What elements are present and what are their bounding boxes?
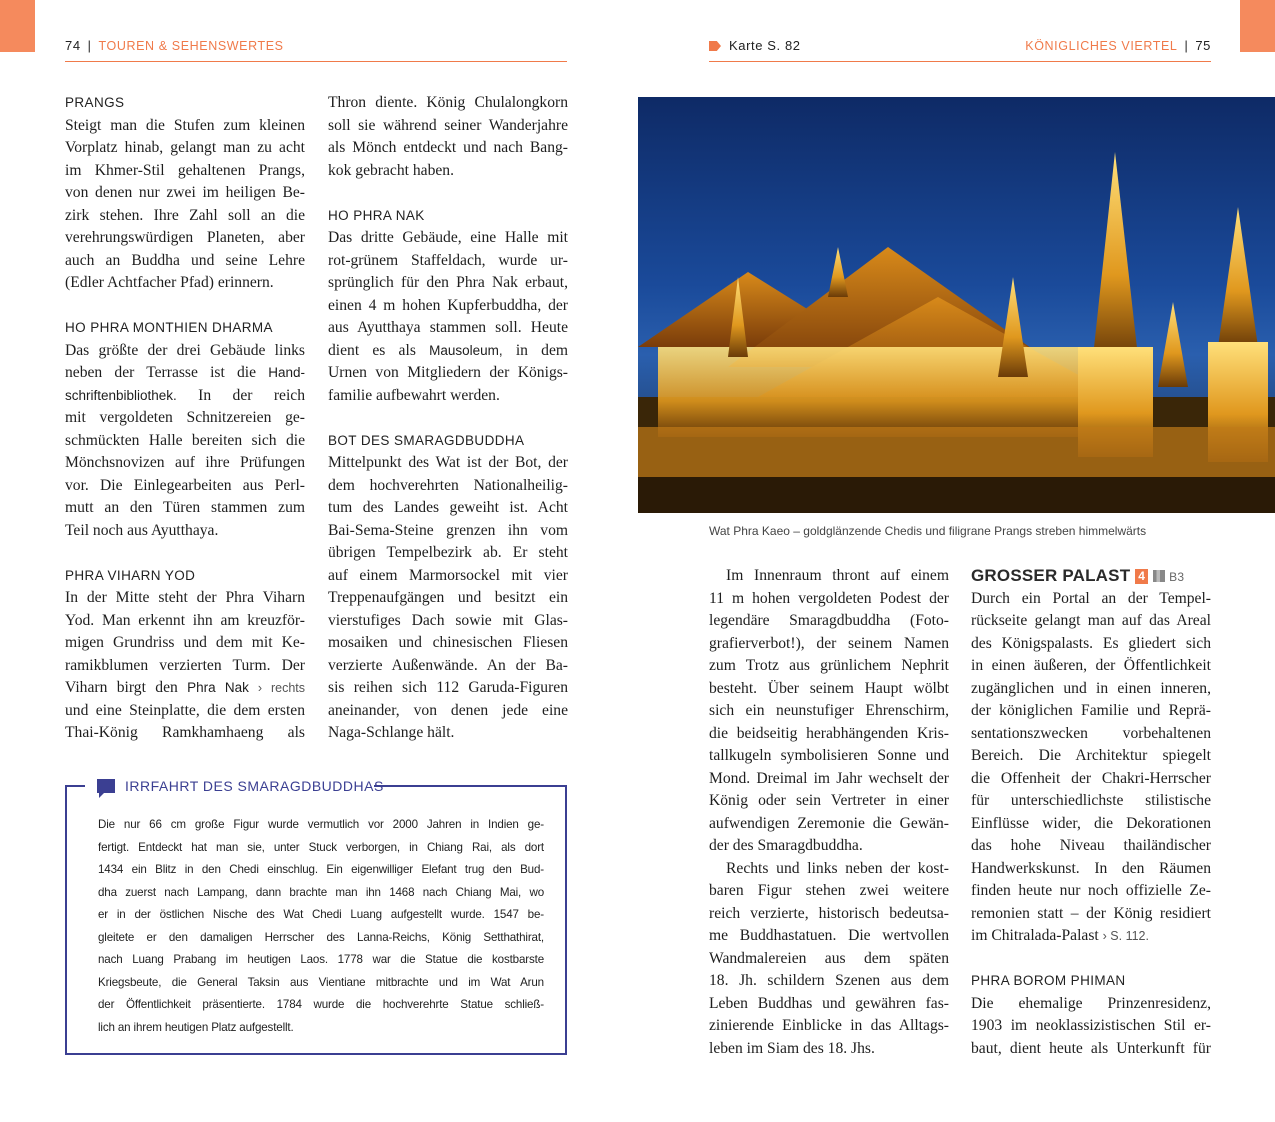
spacer [65,542,305,565]
info-box-line: dha zuerst nach Lampang, dann brachte man ihn 1468 nach Chiang Mai, wo [98,885,544,899]
text-line: Naga-Schlange hält. [328,724,455,741]
text-line: übrigen Tempelbezirk ab. Er steht [328,544,568,561]
text-line: auf einem Marmorsockel mit vier [328,566,568,584]
info-box-line: er in der östlichen Nische des Wat Chedi Luang aufgestellt wurde. 1547 be- [98,908,544,921]
text-line: ramikblumen verzierten Turm. Der [65,656,305,674]
speech-bubble-icon [97,779,115,793]
text-line: König oder sein Vertreter in einer [709,792,949,809]
map-icon [1153,570,1165,582]
running-header-left [65,38,284,58]
highlight-term: Mausoleum, [429,342,503,358]
text-line: zugänglichen und in einen inneren, [971,679,1211,697]
info-box-line: 1434 ein Blitz in den Chedi einschlug. Ein eigenwilliger Elefant trug den Bud- [98,863,544,876]
text-line: das hohe Niveau thailändischer [971,837,1211,854]
text-line: Urnen von Mitgliedern der Königs- [328,364,568,381]
text-line: aufwendigen Zeremonie die Gewän- [709,814,949,832]
text-line: reich verzierte, historisch bedeutsa- [709,904,949,922]
map-reference [709,38,801,58]
text-line: tallkugeln symbolisieren Sonne und [709,747,949,764]
spacer [328,182,568,205]
text-line: einen 4 m hohen Kupferbuddha, der [328,296,568,314]
text-line: rot-grünem Staffeldach, wurde ur- [328,251,568,269]
text-line: Durch ein Portal an der Tempel- [971,589,1211,607]
text-line: zirk stehen. Ihre Zahl soll an die [65,206,305,224]
temple-illustration [638,97,1275,513]
text-line: Yod. Man erkennt ihn am kreuzför- [65,611,305,629]
info-box-line: gleitete er den damaligen Herrscher des Lanna-Reichs, König Setthathirat, [98,930,544,944]
text-line: Teil noch aus Ayutthaya. [65,521,219,539]
text-line: 11 m hohen vergoldeten Podest der [709,589,949,607]
section-title: TOUREN & SEHENSWERTES [98,39,284,53]
text-line: mosaiken und chinesischen Fliesen [328,634,568,651]
text-line: sich ein neunstufiger Ehrenschirm, [709,702,949,719]
text-line: von denen nur zwei im heiligen Be- [65,184,305,201]
text-line: als Mönch entdeckt und nach Bang- [328,139,568,156]
info-box-line: fertigt. Entdeckt hat man sie, unter Stuck verborgen, in Chiang Rai, als dort [98,840,544,854]
highlight-term: Phra Nak [187,680,249,695]
text-line: 18. Jh. schildern Szenen aus dem [709,972,949,989]
section-heading: BOT DES SMARAGDBUDDHA [328,432,525,448]
section-heading [971,565,1211,588]
box-border-top-left [65,785,85,787]
text-line: dem hochverehrten Nationalheilig- [328,476,568,494]
text-line: in einen äußeren, der Öffentlichkeit [971,657,1211,674]
text-line: und eine Steinplatte, die dem ersten [65,701,305,719]
text-line: vor. Die Einlegearbeiten aus Perl- [65,476,305,494]
spacer [328,407,568,430]
info-box-line: Die nur 66 cm große Figur wurde vermutlich vor 2000 Jahren in Indien ge- [98,818,544,831]
text-line: Bereich. Die Architektur spiegelt [971,747,1211,764]
text-line: Thron diente. König Chulalongkorn [328,94,568,111]
text-line [65,385,305,408]
text-line: Wandmalereien aus dem späten [709,949,949,967]
text-line: vierstufiges Dach sowie mit Glas- [328,611,568,629]
text-line: kok gebracht haben. [328,161,454,179]
highlight-term: schriftenbibliothek. [65,387,177,403]
heading-text: GROSSER PALAST [971,566,1131,585]
text-line: aneinander, von denen jede eine [328,701,568,719]
corner-tab-right [1240,0,1275,52]
text-line: tum des Landes geweiht ist. Acht [328,499,568,516]
text-line: finden heute nur noch offizielle Ze- [971,882,1211,899]
text-line: baut, dient heute als Unterkunft für [971,1039,1211,1057]
text-line: Thai-König Ramkhamhaeng als [65,724,305,741]
text-line: soll sie während seiner Wanderjahre [328,116,568,134]
text-line: sis reihen sich 112 Garuda-Figuren [328,679,568,696]
text-line: für unterschiedlichste stilistische [971,792,1211,809]
page-number: 75 [1195,38,1211,53]
info-box-title-text: IRRFAHRT DES SMARAGDBUDDHAS [125,778,384,794]
text-column-2 [328,92,568,745]
section-title: KÖNIGLICHES VIERTEL [1025,39,1178,53]
text-column-1 [65,92,305,745]
text-line: Die ehemalige Prinzenresidenz, [971,994,1211,1012]
section-heading: PHRA VIHARN YOD [65,567,196,583]
text-line: die Offenheit der Chakri-Herrscher [971,769,1211,787]
text-line: Im Innenraum thront auf einem [726,567,949,584]
text-line: Das dritte Gebäude, eine Halle mit [328,229,568,246]
cross-reference: › rechts [248,681,305,695]
text-line: (Edler Achtfacher Pfad) erinnern. [65,274,274,291]
text-line: Vorplatz hinab, gelangt man zu acht [65,139,305,156]
text-column-3 [709,565,949,1060]
text-line: remonien statt – der König residiert [971,904,1211,922]
text-line: mutt an den Türen stammen zum [65,499,305,516]
photo-caption: Wat Phra Kaeo – goldglänzende Chedis und filigrane Prangs streben himmelwärts [709,524,1147,538]
text-line [328,340,568,363]
text-line [65,677,305,700]
text-line: der des Smaragdbuddha. [709,837,863,854]
section-heading: PRANGS [65,95,125,110]
text-run: im Chitralada-Palast [971,927,1103,944]
text-column-4 [971,565,1211,1060]
info-box-line: nach Luang Prabang im heutigen Laos. 1778 war die Statue die kostbarste [98,953,544,966]
text-line: besteht. Über seinem Haupt wölbt [709,679,949,697]
text-line: familie aufbewahrt werden. [328,386,500,404]
text-line: me Buddhastatuen. Die wertvollen [709,927,949,944]
text-line [971,925,1211,948]
text-line: aus Ayutthaya stammen soll. Heute [328,319,568,336]
section-heading: PHRA BOROM PHIMAN [971,973,1126,988]
info-box-line: lich an ihrem heutigen Platz aufgestellt. [98,1020,294,1034]
text-line: Einflüsse wider, die Dekorationen [971,814,1211,832]
text-line: zum Trotz aus grünlichem Nephrit [709,657,949,674]
text-line: migen Grundriss und dem mit Ke- [65,634,305,651]
info-box-line: der Öffentlichkeit präsentierte. 1784 wurde die hochverehrte Statue schließ- [98,998,544,1011]
text-line: In der Mitte steht der Phra Viharn [65,589,305,606]
map-grid-ref: B3 [1169,570,1185,584]
cross-reference: › S. 112. [1102,929,1149,943]
section-heading: HO PHRA MONTHIEN DHARMA [65,320,273,335]
text-line: grafierverbot!), der seinem Namen [709,634,949,652]
text-line: verzierte Außenwände. An der Ba- [328,656,568,674]
header-rule [709,61,1211,62]
text-run: in dem [502,341,568,359]
text-line: leben im Siam des 18. Jhs. [709,1039,875,1057]
map-ref-text: Karte S. 82 [729,38,801,53]
text-line: der königlichen Familie und Reprä- [971,702,1211,719]
text-line: Handwerkskunst. In den Räumen [971,859,1211,877]
temple-photo [638,97,1275,513]
info-box-title [97,776,384,796]
text-line: schmückten Halle bereiten sich die [65,431,305,449]
separator: | [1184,39,1189,53]
text-run: Viharn birgt den [65,679,188,696]
text-line [65,362,305,385]
spacer [971,948,1211,971]
text-line: Mönchsnovizen auf ihre Prüfungen [65,454,305,471]
number-badge: 4 [1135,569,1148,584]
text-line: sprünglich für den Phra Nak erbaut, [328,274,568,291]
info-box-line: Kriegsbeute, die General Taksin aus Vientiane mitbrachte und im Wat Arun [98,975,544,989]
text-line: Leben Buddhas und gewähren fas- [709,994,949,1012]
text-line: rückseite gelangt man auf das Areal [971,612,1211,629]
box-border-top-right [374,785,567,787]
text-line: mit vergoldeten Schnitzereien ge- [65,409,305,426]
text-line: des Königspalasts. Es gliedert sich [971,634,1211,652]
text-line: auch an Buddha und seine Lehre [65,251,305,269]
text-line: legendäre Smaragdbuddha (Foto- [709,612,949,629]
header-rule [65,61,567,62]
text-line: Mittelpunkt des Wat ist der Bot, der [328,454,568,471]
text-line: baren Figur stehen zwei weitere [709,882,949,899]
section-heading: HO PHRA NAK [328,207,425,223]
text-run: dient es als [328,341,430,359]
text-line: 1903 im neoklassizistischen Stil er- [971,1017,1211,1034]
text-line: sentationszwecken vorbehaltenen [971,724,1211,742]
text-line: Treppenaufgängen und besitzt ein [328,589,568,606]
text-line: die beidseitig herabhängenden Kris- [709,724,949,742]
text-line: Rechts und links neben der kost- [726,859,949,877]
text-run: neben der Terrasse ist die [65,364,269,381]
text-run: In der reich [176,386,305,404]
highlight-term: Hand- [268,365,305,380]
text-line: Steigt man die Stufen zum kleinen [65,116,305,134]
page-number: 74 [65,38,81,53]
text-line: Bai-Sema-Steine grenzen ihn vom [328,521,568,539]
text-line: Mond. Dreimal im Jahr wechselt der [709,769,949,787]
arrow-marker-icon [709,41,721,51]
corner-tab-left [0,0,35,52]
text-line: im Khmer-Stil gehaltenen Prangs, [65,161,305,179]
running-header-right [1025,38,1211,58]
text-line: verehrungswürdigen Planeten, aber [65,229,305,246]
spacer [65,295,305,318]
text-line: zinierende Einblicke in das Alltags- [709,1017,949,1034]
info-box-text [98,814,544,1039]
separator: | [87,39,92,53]
text-line: Das größte der drei Gebäude links [65,341,305,359]
